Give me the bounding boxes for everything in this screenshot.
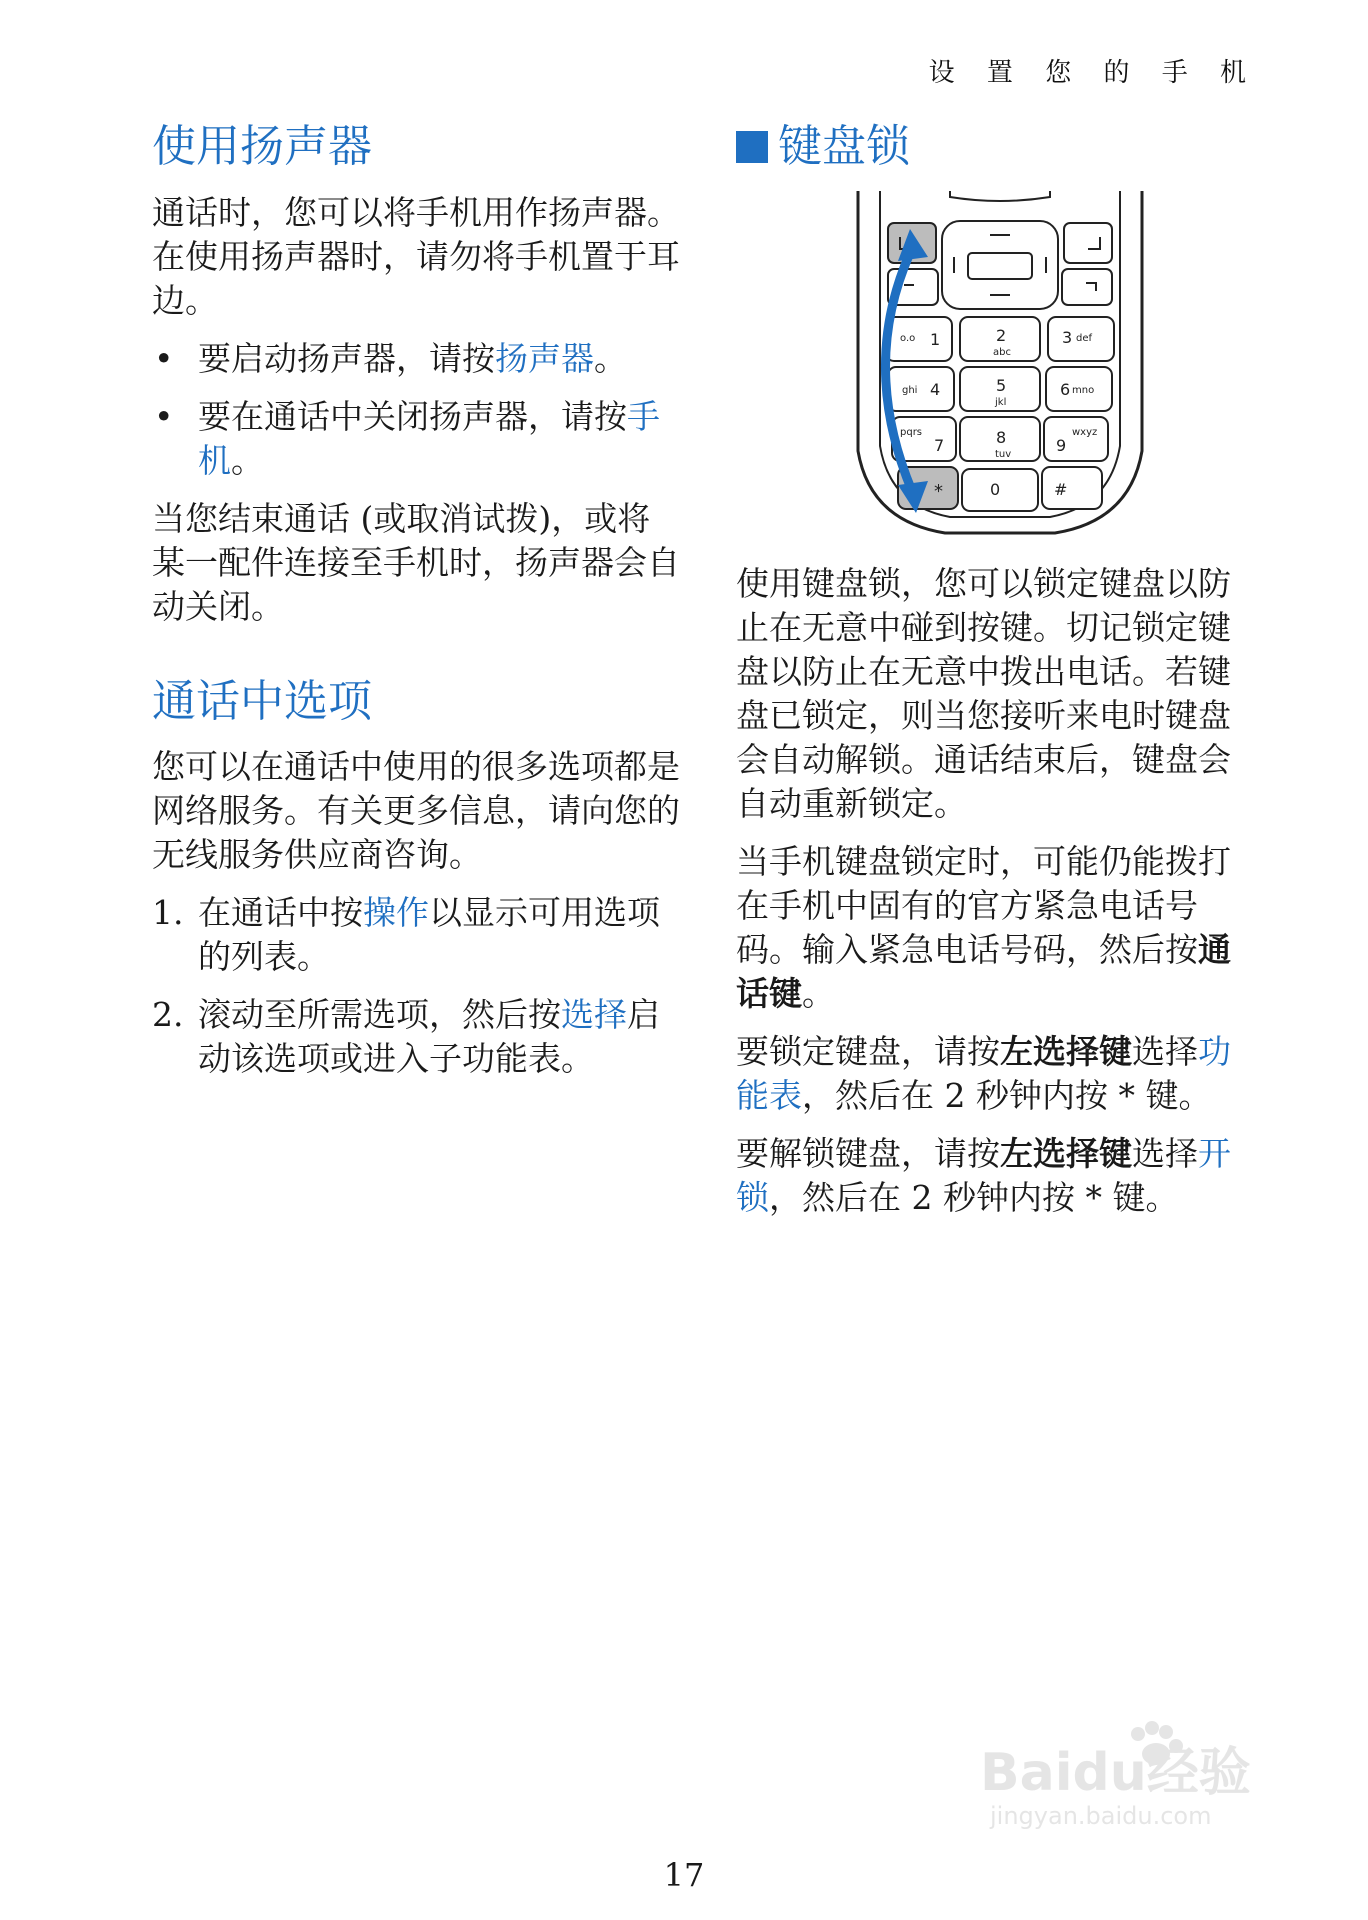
svg-text:pqrs: pqrs xyxy=(900,426,923,438)
softkey-speaker-link: 扬声器 xyxy=(495,338,594,378)
svg-text:8: 8 xyxy=(996,427,1007,447)
list-item: 2. 滚动至所需选项，然后按选择启动该选项或进入子功能表。 xyxy=(152,995,660,1079)
svg-text:5: 5 xyxy=(996,375,1007,395)
list-item: 1. 在通话中按操作以显示可用选项的列表。 xyxy=(152,893,660,977)
svg-text:6: 6 xyxy=(1060,379,1071,399)
options-intro: 您可以在通话中使用的很多选项都是网络服务。有关更多信息，请向您的无线服务供应商咨询。 xyxy=(152,747,680,875)
svg-text:abc: abc xyxy=(993,346,1011,358)
softkey-handset-link: 手机 xyxy=(198,396,660,480)
svg-text:7: 7 xyxy=(934,435,945,455)
svg-text:*: * xyxy=(934,480,943,502)
keylock-unlock: 要解锁键盘，请按左选择键选择开锁，然后在 2 秒钟内按 * 键。 xyxy=(736,1133,1231,1217)
svg-text:#: # xyxy=(1054,479,1068,499)
svg-text:1: 1 xyxy=(930,329,941,349)
page-number: 17 xyxy=(663,1856,705,1894)
speaker-heading: 使用扬声器 xyxy=(152,121,372,172)
list-item: • 要在通话中关闭扬声器，请按手机。 xyxy=(154,396,660,480)
svg-text:2: 2 xyxy=(996,325,1007,345)
svg-text:0: 0 xyxy=(990,479,1001,499)
svg-text:jkl: jkl xyxy=(995,396,1007,408)
speaker-intro: 通话时，您可以将手机用作扬声器。在使用扬声器时，请勿将手机置于耳边。 xyxy=(152,192,680,320)
bullet-marker: • xyxy=(154,396,174,436)
svg-text:wxyz: wxyz xyxy=(1072,426,1098,438)
svg-text:9: 9 xyxy=(1056,435,1067,455)
svg-text:def: def xyxy=(1076,332,1093,344)
softkey-select-link: 选择 xyxy=(561,995,627,1035)
keylock-lock: 要锁定键盘，请按左选择键选择功能表，然后在 2 秒钟内按 * 键。 xyxy=(736,1031,1231,1115)
svg-text:mno: mno xyxy=(1072,384,1095,396)
softkey-options-link: 操作 xyxy=(363,893,429,933)
bullet-marker: • xyxy=(154,338,174,378)
svg-text:4: 4 xyxy=(930,379,941,399)
right-column xyxy=(736,122,1256,1234)
svg-text:3: 3 xyxy=(1062,327,1073,347)
svg-text:tuv: tuv xyxy=(995,448,1012,460)
options-steps xyxy=(152,891,682,1081)
svg-text:jingyan.baidu.com: jingyan.baidu.com xyxy=(990,1802,1212,1830)
speaker-outro: 当您结束通话 (或取消试拨)，或将某一配件连接至手机时，扬声器会自动关闭。 xyxy=(152,498,680,626)
left-column xyxy=(152,122,682,1095)
options-heading: 通话中选项 xyxy=(152,675,372,727)
svg-text:ghi: ghi xyxy=(902,384,918,396)
baidu-paw-logo-icon xyxy=(970,1720,1300,1830)
keylock-para1: 使用键盘锁，您可以锁定键盘以防止在无意中碰到按键。切记锁定键盘以防止在无意中拨出电话。若键盘已锁定，则当您接听来电时键盘会自动解锁。通话结束后，键盘会自动重新锁定。 xyxy=(736,563,1231,823)
square-bullet-icon xyxy=(736,131,768,163)
softkey-menu-link: 功能表 xyxy=(736,1031,1231,1115)
keylock-heading: 键盘锁 xyxy=(736,122,1256,173)
list-item: • 要启动扬声器，请按扬声器。 xyxy=(152,337,682,381)
softkey-unlock-link: 开锁 xyxy=(736,1133,1231,1217)
keypad-illustration xyxy=(850,191,1150,536)
svg-text:Baidu经验: Baidu经验 xyxy=(980,1743,1251,1803)
baidu-watermark xyxy=(970,1720,1300,1830)
phone-keypad-drawing xyxy=(850,191,1150,536)
speaker-bullets xyxy=(152,337,682,483)
keylock-para2: 当手机键盘锁定时，可能仍能拨打在手机中固有的官方紧急电话号码。输入紧急电话号码，然后按通话键。 xyxy=(736,841,1231,1013)
svg-text:o.o: o.o xyxy=(900,332,916,344)
running-header: 设 置 您 的 手 机 xyxy=(928,58,1258,88)
